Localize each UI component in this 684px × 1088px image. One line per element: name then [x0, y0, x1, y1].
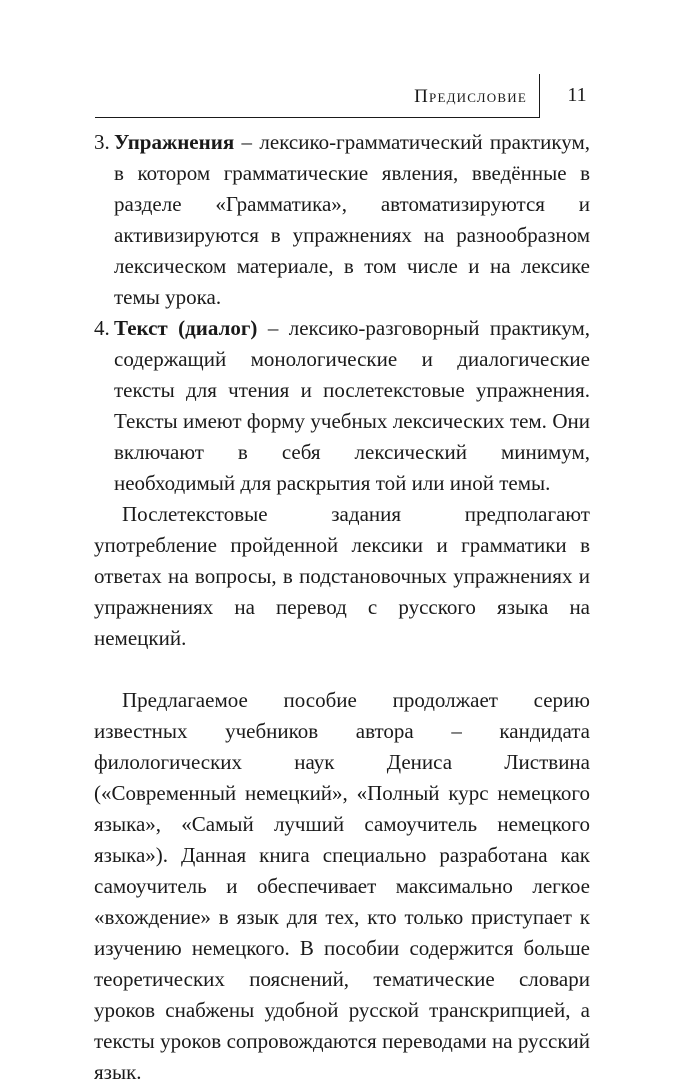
list-number: 3. — [94, 130, 110, 154]
paragraph-book-description: Предлагаемое пособие продолжает серию известных учебников автора – кандидата филологических наук Дениса Листвина («Современный немецкий», «Полный курс немецкого языка», «Самый лучший самоучитель немецкого языка»). Данная книга специально разработана как самоучитель и обеспечивает максимально легкое «вхождение» в язык для тех, кто только приступает к изучению немецкого. В пособии содержится больше теоретических пояснений, тематические словари уроков снабжены удобной русской транскрипцией, а тексты уроков сопровождаются переводами на русский язык. — [94, 688, 590, 1084]
list-body — [114, 127, 590, 313]
list-item-text-dialog — [94, 313, 590, 499]
list-body — [114, 313, 590, 499]
list-number: 4. — [94, 316, 110, 340]
list-item-exercises — [94, 127, 590, 313]
page-number: 11 — [567, 84, 587, 106]
list-term: Упражнения — [114, 130, 235, 154]
list-term: Текст (диалог) — [114, 316, 258, 340]
page-body — [94, 127, 590, 1088]
paragraph-post-text-tasks: Послетекстовые задания предполагают употребление пройденной лексики и грамматики в ответах на вопросы, в подстановочных упражнениях и упражнениях на перевод с русского языка на немецкий. — [94, 502, 590, 650]
list-text: – лексико-разговорный практикум, содержащий монологические и диалогические тексты для чтения и послетекстовые упражнения. Тексты имеют форму учебных лексических тем. Они включают в себя лексический минимум, необходимый для раскрытия той или иной темы. — [114, 316, 590, 495]
list-text: – лексико-грамматический практикум, в котором грамматические явления, введённые в разделе «Грамматика», автоматизируются и активизируются в упражнениях на разнообразном лексическом материале, в том числе и на лексике темы урока. — [114, 130, 590, 309]
running-header — [95, 74, 615, 118]
section-title: Предисловие — [414, 86, 527, 107]
header-rule — [95, 117, 539, 118]
